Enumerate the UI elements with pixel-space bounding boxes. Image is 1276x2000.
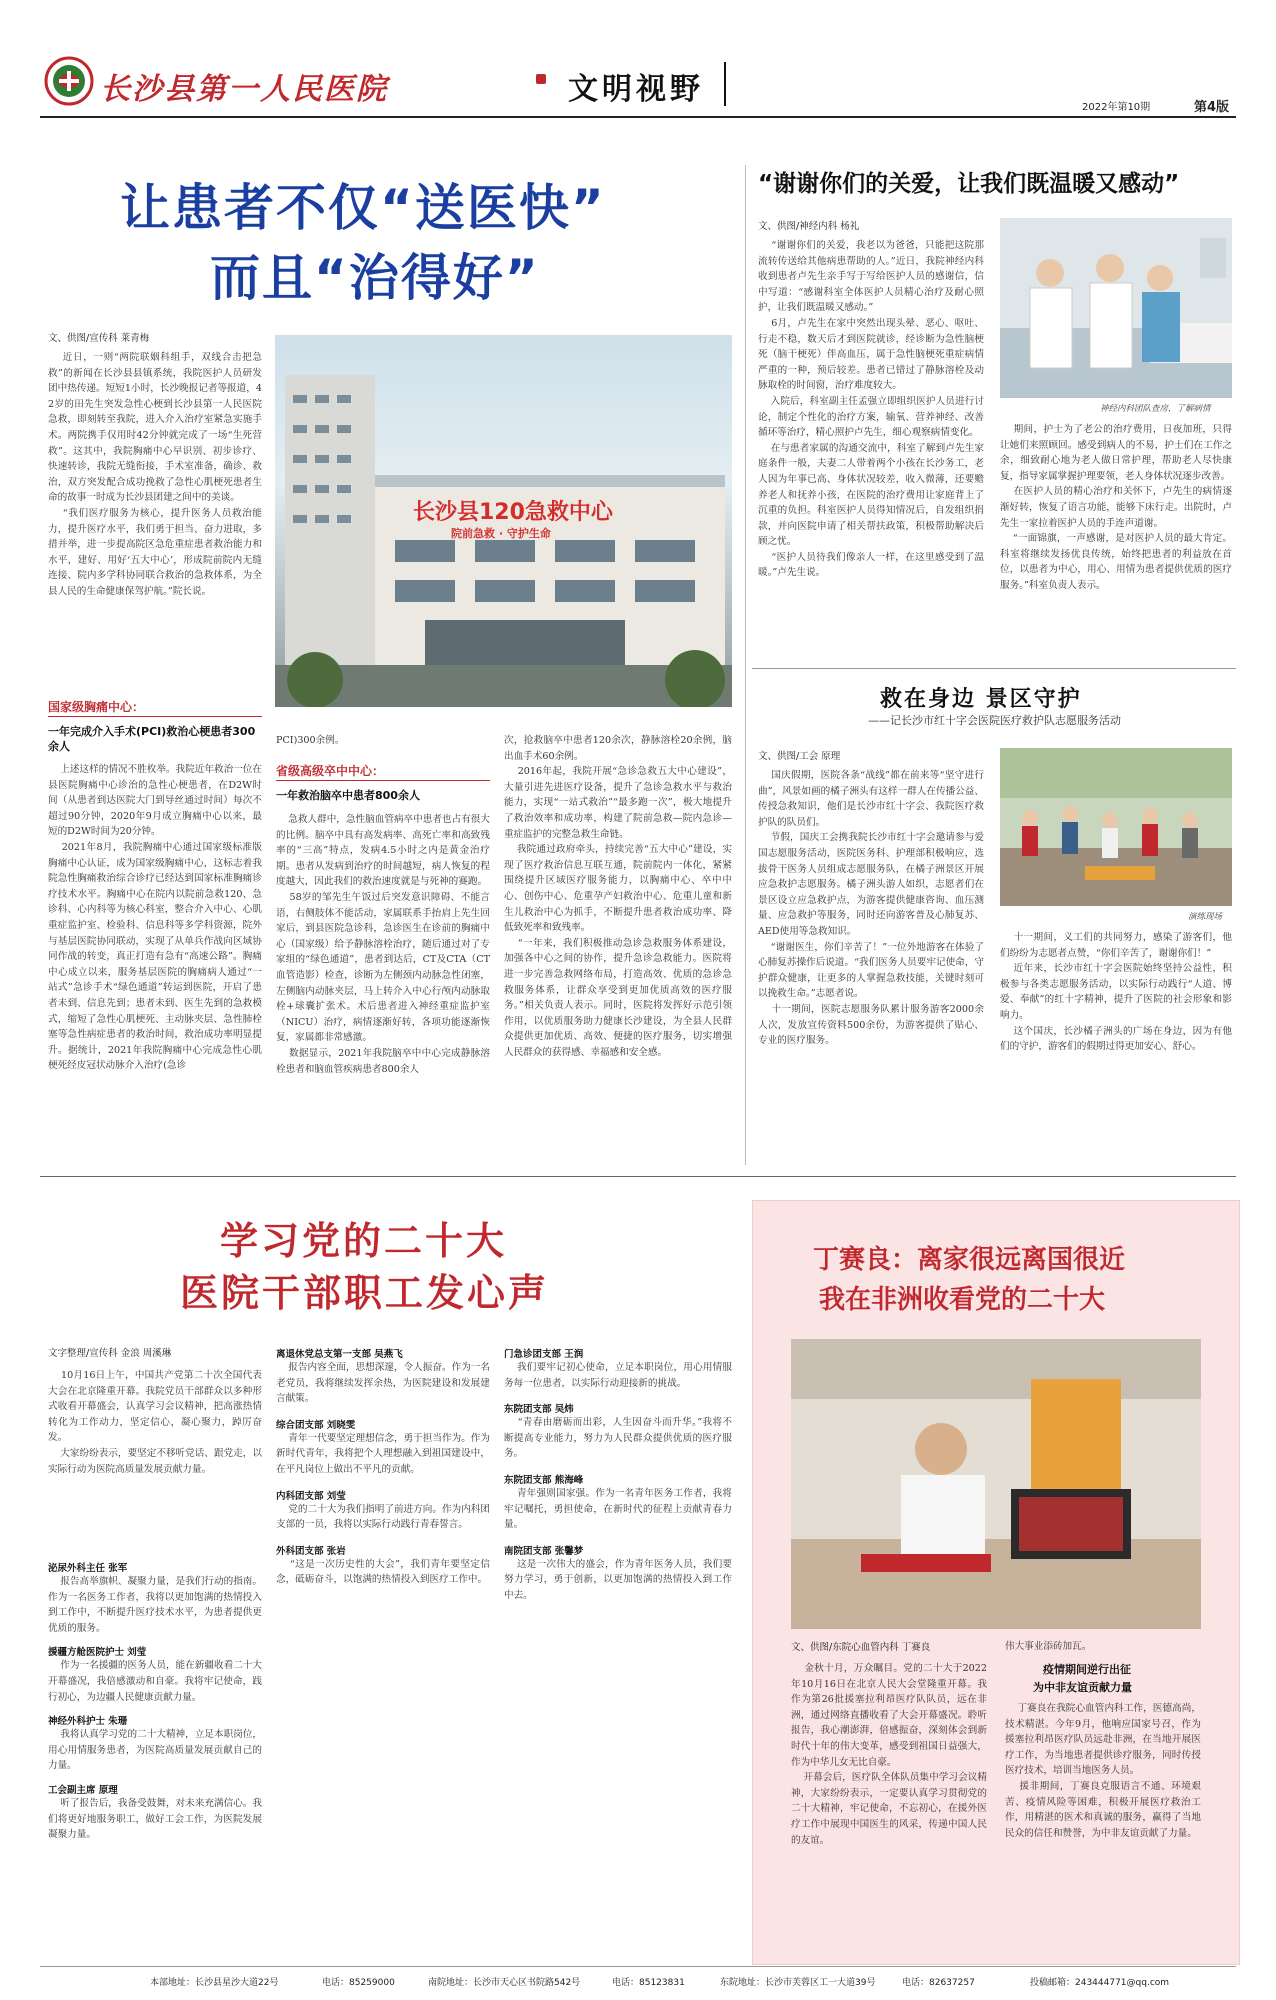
voices-column-3 [504, 1346, 732, 1940]
voice-quote: “青春由磨砺而出彩，人生因奋斗而升华。”我将不断提高专业能力，努力为人民群众提供优质的医疗服务。 [504, 1417, 732, 1460]
voice-quote: 这是一次伟大的盛会，作为青年医务人员，我们要努力学习，勇于创新，以更加饱满的热情投入到工作中去。 [504, 1558, 732, 1601]
article5-byline: 文、供图/东院心血管内科 丁赛良 [791, 1642, 931, 1653]
voice-entry [504, 1401, 732, 1462]
article4-byline: 文字整理/宣传科 金浪 周溪琳 [48, 1348, 172, 1359]
article5-col1-text: 金秋十月，万众瞩目。党的二十大于2022年10月16日在北京人民大会堂隆重开幕。我作为第26批援塞拉利昂医疗队队员，远在非洲，通过网络直播收看了大会开幕盛况。聆听报告，我心潮澎湃，倍感振奋，深刻体会到新时代十年的伟大变革，感受到祖国日益强大，作为中华儿女无比自豪。 开幕会后，医疗队全体队员集中学习会议精神，大家纷纷表示，一定要认真学习贯彻党的二十大精神，牢记使命，不忘初心，在援外医疗工作中展现中国医生的风采，传递中国人民的友谊。 [791, 1663, 987, 1846]
article3-title: 救在身边 景区守护 [880, 687, 1082, 712]
article-thankyou [748, 150, 1238, 670]
article3-col2-text: 十一期间，义工们的共同努力，感染了游客们，他们纷纷为志愿者点赞，“你们辛苦了，谢谢你们！” 近年来，长沙市红十字会医院始终坚持公益性，积极参与各类志愿服务活动，以实际行动践行“人道、博爱、奉献”的红十字精神，提升了医院的社会形象和影响力。 这个国庆，长沙橘子洲头的广场在身边，因为有他们的守护，游客们的假期过得更加安心、舒心。 [1000, 932, 1232, 1053]
emergency-center-photo [275, 335, 732, 707]
article1-col1-text: 上述这样的情况不胜枚举。我院近年救治一位在县医院胸痛中心诊治的急性心梗患者，在D2W时间（从患者到达医院大门到导丝通过时间）每次不超过90分钟，2020年9月成立胸痛中心以来，最短的D2W时间为20分钟。 2021年8月，我院胸痛中心通过国家级标准版胸痛中心认证，成为国家级胸痛中心，这标志着我院急性胸痛救治综合诊疗已经达到国家标准胸痛诊疗技术水平。胸痛中心在院内以院前急救120、急诊科、心内科等为核心科室，整合介入中心、心肌重症监护室、检验科、信息科等多学科资源，院外与基层医院协同联动，实现了从单兵作战向区域协同作战的转变，真正打造有急有“高速公路”。胸痛中心成立以来，服务基层医院的胸痛病人通过“一站式”急诊手术“绿色通道”转运到医院，开启了患者未到、信息先到；患者未到、医生先到的急救模式，缩短了急性心肌梗死、主动脉夹层、急性肺栓塞等急性病症患者的救治时间，救治成功率明显提升。据统计，2021年我院胸痛中心完成急性心肌梗死经皮冠状动脉介入治疗(急诊 [48, 764, 262, 1072]
emergency-center-banner: 长沙县120急救中心 [413, 500, 613, 525]
footer-phone-main: 电话：85259000 [322, 1978, 395, 1988]
voice-quote: 青年一代要坚定理想信念，勇于担当作为。作为新时代青年，我将把个人理想融入到祖国建设中，在平凡岗位上做出不平凡的贡献。 [276, 1432, 490, 1475]
voice-speaker: 东院团支部 熊海峰 [504, 1474, 584, 1486]
issue-number: 2022年第10期 [1082, 102, 1151, 113]
first-aid-drill-photo [1000, 748, 1232, 906]
voice-entry [276, 1543, 490, 1588]
article1-title-line1: 让患者不仅“送医快” [120, 179, 606, 237]
article5-title-line1: 丁赛良：离家很远离国很近 [813, 1245, 1126, 1275]
voice-entry [504, 1346, 732, 1391]
voice-entry [504, 1543, 732, 1604]
article4-intro: 10月16日上午，中国共产党第二十次全国代表大会在北京隆重开幕。我院党员干部群众以多种形式收看开幕盛会，认真学习会议精神，把高涨热情转化为工作动力，坚定信心，凝心聚力，踔厉奋发。 大家纷纷表示，要坚定不移听党话、跟党走，以实际行动为医院高质量发展贡献力量。 [48, 1370, 262, 1475]
article3-col1-text: 国庆假期，医院各条“战线”都在前来等“坚守进行曲”，风景如画的橘子洲头有这样一群人在传播公益、传授急救知识，他们是长沙市红十字会、我院医疗救护队的队员们。 节假，国庆工会携我院长沙市红十字会邀请参与爱国志愿服务活动，医院医务科、护理部积极响应，选拔骨干医务人员组成志愿服务队，在橘子洲景区开展应急救护志愿服务。橘子洲头游人如织，志愿者们在景区设立应急救护点，为游客提供健康咨询、血压测量、应急救护等服务，同时还向游客普及心肺复苏、AED使用等急救知识。 “谢谢医生，你们辛苦了！”一位外地游客在体验了心肺复苏操作后说道。“我们医务人员要牢记使命，守护群众健康，让更多的人掌握急救技能，关键时刻可以挽救生命。”志愿者说。 十一期间，医院志愿服务队累计服务游客2000余人次，发放宣传资料500余份，为游客提供了贴心、专业的医疗服务。 [758, 770, 984, 1047]
article1-intro: 近日，一则“两院联姻科组手，双线合击把急救”的新闻在长沙县县镇系统，我院医护人员研发团中热传递。短短1小时，长沙晚报记者等报道，42岁的田先生突发急性心梗到长沙县第一人民医院急救，即刻转至我院，进入介入治疗室紧急实施手术。两院携手仅用时42分钟就完成了一场“生死营救”。这其中，我院胸痛中心早识别、初步诊疗、快速转诊，我院无缝衔接，手术室准备，确诊、救治，双方突发配合成功挽救了急性心肌梗死患者生命的故事一时成为长沙县团建之间中的美谈。 “我们医疗服务为核心，提升医务人员救治能力，提升医疗水平，我们勇于担当、奋力进取，多措并举，进一步提高院区急危重症患者救治能力和水平，建好、用好‘五大中心’，形成院前院内无缝连接、院内多学科协同联合救治的急救体系，为全县人民的生命健康保驾护航。”院长说。 [48, 352, 262, 597]
first-aid-drill-caption: 演练现场 [1188, 912, 1223, 922]
article-congress-voices [0, 1180, 750, 1960]
voice-quote: 作为一名援疆的医务人员，能在新疆收看二十大开幕盛况，我倍感激动和自豪。我将牢记使命，践行初心，为边疆人民健康贡献力量。 [48, 1660, 262, 1703]
voice-quote: “这是一次历史性的大会”，我们青年要坚定信念，砥砺奋斗，以饱满的热情投入到医疗工作中。 [276, 1558, 490, 1586]
article-scenic-rescue [748, 672, 1238, 1162]
voice-quote: 党的二十大为我们指明了前进方向。作为内科团支部的一员，我将以实际行动践行青春誓言。 [276, 1503, 490, 1531]
voice-entry [276, 1488, 490, 1533]
voice-speaker: 神经外科护士 朱珊 [48, 1716, 128, 1728]
watching-congress-photo [791, 1339, 1201, 1629]
voice-speaker: 内科团支部 刘莹 [276, 1490, 346, 1502]
article5-subheading-line1: 疫情期间逆行出征 [1043, 1663, 1131, 1676]
article2-title: “谢谢你们的关爱，让我们既温暖又感动” [758, 171, 1180, 197]
voice-speaker: 泌尿外科主任 张军 [48, 1563, 128, 1574]
article4-title-line2: 医院干部职工发心声 [180, 1271, 550, 1315]
voice-entry [48, 1713, 262, 1774]
voice-entry [48, 1782, 262, 1843]
ward-round-caption: 神经内科团队查房，了解病情 [1100, 404, 1211, 414]
page-number: 第4版 [1194, 100, 1230, 115]
article3-byline: 文、供图/工会 原理 [758, 751, 841, 762]
footer-address-main: 本部地址：长沙县星沙大道22号 [150, 1978, 279, 1988]
article2-col1-text: “谢谢你们的关爱，我老以为爸爸，只能把这院那流转传送给其他病患帮助的人。”近日，我院神经内科收到患者卢先生亲手写于写给医护人员的感谢信，信中写道：“感谢科室全体医护人员精心治疗及耐心照护，让我们既温暖又感动。” 6月，卢先生在家中突然出现头晕、恶心、呕吐、行走不稳，数天后才到医院就诊，经诊断为急性脑梗死（脑干梗死）伴高血压，属于急性脑梗死重症病情严重的一种，预后较差。患者已错过了静脉溶栓及动脉取栓的时间窗，治疗难度较大。 入院后，科室副主任孟强立即组织医护人员进行讨论，制定个性化的治疗方案，输氧、营养神经、改善循环等治疗，精心照护卢先生，细心观察病情变化。 在与患者家属的沟通交流中，科室了解到卢先生家庭条件一般，夫妻二人带着两个小孩在长沙务工，老人因为年事已高、身体状况较差，收入微薄，还要赡养老人和抚养小孩，在医院的治疗费用让家庭背上了沉重的负担。科室医护人员得知情况后，自发组织捐款，并向医院申请了相关帮扶政策，积极帮助解决后顾之忧。 “医护人员待我们像亲人一样，在这里感受到了温暖。”卢先生说。 [758, 240, 984, 579]
footer-phone-south: 电话：85123831 [612, 1978, 685, 1988]
stroke-center-headline: 一年救治脑卒中患者800余人 [276, 789, 420, 802]
voice-entry [48, 1560, 262, 1636]
voice-speaker: 外科团支部 张岩 [276, 1545, 346, 1557]
voice-entry [48, 1644, 262, 1705]
footer [40, 1966, 1236, 1992]
article5-title-line2: 我在非洲收看党的二十大 [819, 1285, 1106, 1315]
voice-quote: 听了报告后，我备受鼓舞，对未来充满信心。我们将更好地服务职工，做好工会工作，为医院发展凝聚力量。 [48, 1797, 262, 1841]
voice-quote: 报告内容全面，思想深邃，令人振奋。作为一名老党员，我将继续发挥余热，为医院建设和发展建言献策。 [276, 1362, 490, 1405]
article3-subtitle: ——记长沙市红十字会医院医疗救护队志愿服务活动 [868, 714, 1121, 727]
footer-address-south: 南院地址：长沙市天心区书院路542号 [428, 1978, 581, 1988]
article4-title-line1: 学习党的二十大 [220, 1219, 508, 1263]
article5-col2-text-b: 丁赛良在我院心血管内科工作，医德高尚，技术精湛。今年9月，他响应国家号召，作为援塞拉利昂医疗队员远赴非洲，在当地开展医疗工作，为当地患者提供诊疗服务，同时传授医疗技术，培训当地医务人员。 援非期间，丁赛良克服语言不通、环境艰苦、疫情风险等困难，积极开展医疗救治工作，用精湛的医术和真诚的服务，赢得了当地民众的信任和赞誉，为中非友谊贡献了力量。 [1005, 1703, 1201, 1839]
voices-column-1 [48, 1560, 262, 1940]
article2-byline: 文、供图/神经内科 杨礼 [758, 221, 860, 232]
emergency-center-sign: 院前急救 · 守护生命 [451, 527, 551, 540]
voice-entry [504, 1472, 732, 1533]
voice-speaker: 援疆方舱医院护士 刘莹 [48, 1647, 147, 1659]
footer-email: 投稿邮箱：243444771@qq.com [1030, 1978, 1170, 1988]
voice-speaker: 工会副主席 原理 [48, 1784, 118, 1796]
section-title: 文明视野 [568, 72, 704, 107]
voice-speaker: 离退休党总支第一支部 吴燕飞 [276, 1349, 403, 1360]
article1-col2-text-b: 急救人群中，急性脑血管病卒中患者也占有很大的比例。脑卒中具有高发病率、高死亡率和高致残率的“三高”特点，发病4.5小时之内是黄金治疗期。患者从发病到治疗的时间越短，病人恢复的程度越大，因此我们的救治速度就是与死神的赛跑。 58岁的邹先生午饭过后突发意识障碍、不能言语，右侧肢体不能活动，家属联系手抬肩上先生回家后，到县医院急诊科，急诊医生在诊前的胸痛中心（国家级）给予静脉溶栓治疗，随后通过对了专家组的“绿色通道”，患者到达后，CT及CTA（CT血管造影）检查，诊断为左侧颈内动脉急性闭塞，左侧脑内动脉夹层，马上转介入中心行颅内动脉取栓+球囊扩张术。术后患者进入神经重症监护室（NICU）治疗，病情逐渐好转，各项功能逐渐恢复，家属都非常感激。 数据显示，2021年我院脑卒中中心完成静脉溶栓患者和脑血管疾病患者800余人 [276, 814, 490, 1075]
hospital-name: 长沙县第一人民医院 [100, 72, 388, 107]
article1-byline: 文、供图/宣传科 莱青梅 [48, 333, 150, 344]
chest-pain-center-headline: 一年完成介入手术(PCI)救治心梗患者300余人 [48, 725, 256, 753]
ward-round-photo [1000, 218, 1232, 398]
article2-col2-text: 期间，护士为了老公的治疗费用，日夜加班，只得让她们来照顾回。感受到病人的不易，护士们在工作之余，细致耐心地为老人做日常护理，帮助老人尽快康复，指导家属掌握护理要领，老人身体状况逐步改善。 在医护人员的精心治疗和关怀下，卢先生的病情逐渐好转，恢复了语言功能，能够下床行走。出院时，卢先生一家拉着医护人员的手连声道谢。 “一面锦旗，一声感谢，是对医护人员的最大肯定。科室将继续发扬优良传统，始终把患者的利益放在首位，以患者为中心，用心、用情为患者提供优质的医疗服务。”科室负责人表示。 [1000, 424, 1232, 591]
chest-pain-center-tag: 国家级胸痛中心： [48, 700, 145, 714]
article-rescue [0, 0, 745, 1175]
voice-entry [276, 1346, 490, 1407]
voice-quote: 我们要牢记初心使命，立足本职岗位，用心用情服务每一位患者，以实际行动迎接新的挑战。 [504, 1362, 732, 1389]
article-africa-doctor [752, 1200, 1240, 1965]
voice-quote: 我将认真学习党的二十大精神，立足本职岗位，用心用情服务患者，为医院高质量发展贡献自己的力量。 [48, 1729, 262, 1772]
voice-entry [276, 1417, 490, 1478]
voice-speaker: 综合团支部 刘晓雯 [276, 1419, 356, 1431]
article1-col3-text: 次，抢救脑卒中患者120余次，静脉溶栓20余例，脑出血手术60余例。 2016年起，我院开展“急诊急救五大中心建设”，大量引进先进医疗设备，提升了急诊急救水平与救治能力，实现“一站式救治”“最多跑一次”，极大地提升了救治效率和成功率，构建了院前急救—院内急诊—重症监护的完整急救生命链。 我院通过政府牵头，持续完善“五大中心”建设，实现了医疗救治信息互联互通，院前院内一体化，紧紧围绕提升区域医疗服务能力，以胸痛中心、卒中中心、创伤中心、危重孕产妇救治中心、危重儿童和新生儿救治中心为抓手，不断提升患者救治成功率、降低致死率和致残率。 “一年来，我们积极推动急诊急救服务体系建设，加强各中心之间的协作，提升急诊急救能力。医院将进一步完善急救网络布局，打造高效、优质的急诊急救服务体系，让群众享受到更加优质高效的医疗服务。”相关负责人表示。同时，医院将发挥好示范引领作用，以优质服务助力健康长沙建设，为全县人民群众提供更加优质、高效、便捷的医疗服务，切实增强人民群众的获得感、幸福感和安全感。 [504, 735, 732, 1058]
voice-speaker: 南院团支部 张馨梦 [504, 1545, 584, 1557]
voice-quote: 青年强则国家强。作为一名青年医务工作者，我将牢记嘱托，勇担使命，在新时代的征程上贡献青春力量。 [504, 1487, 732, 1531]
voice-speaker: 东院团支部 吴炜 [504, 1404, 574, 1416]
article5-col2-text-a: 伟大事业添砖加瓦。 [1005, 1641, 1092, 1652]
voice-quote: 报告高举旗帜、凝聚力量，是我们行动的指南。作为一名医务工作者，我将以更加饱满的热情投入到工作中，不断提升医疗技术水平，为患者提供更优质的服务。 [48, 1576, 262, 1634]
article1-title-line2: 而且“治得好” [210, 249, 540, 307]
article5-subheading-line2: 为中非友谊贡献力量 [1033, 1681, 1132, 1694]
voices-column-2 [276, 1346, 490, 1940]
article1-col2-text-a: PCI)300余例。 [276, 735, 345, 746]
voice-speaker: 门急诊团支部 王润 [504, 1349, 584, 1360]
footer-address-east: 东院地址：长沙市芙蓉区工一大道39号 [720, 1978, 876, 1988]
footer-phone-east: 电话：82637257 [902, 1978, 975, 1988]
stroke-center-tag: 省级高级卒中中心： [276, 764, 385, 778]
